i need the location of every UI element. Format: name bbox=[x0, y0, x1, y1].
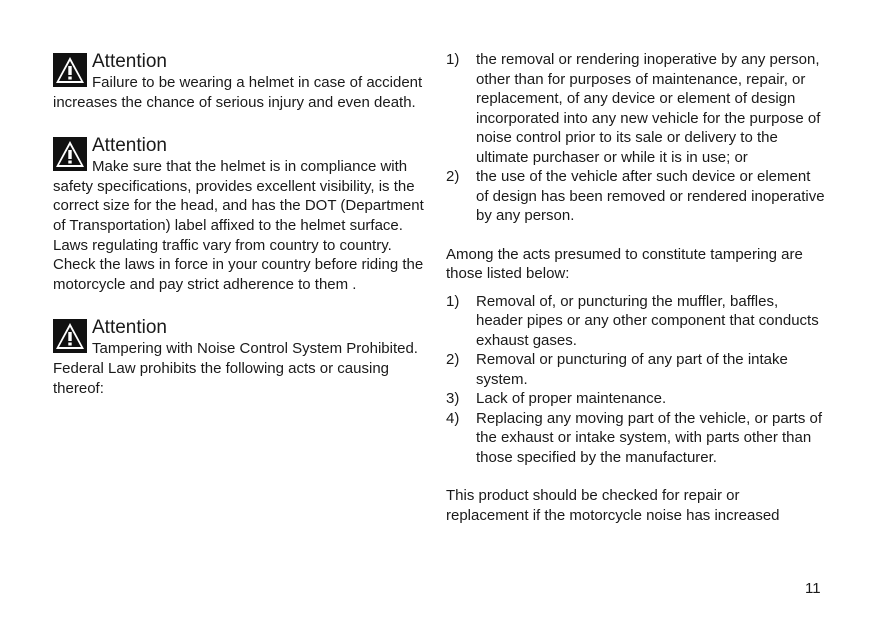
warning-triangle-icon bbox=[53, 319, 87, 353]
warning-title: Attention bbox=[92, 51, 167, 72]
list-text: Lack of proper maintenance. bbox=[476, 390, 667, 407]
tampering-intro: Among the acts presumed to constitute tampering are those listed below: bbox=[446, 245, 803, 282]
warning-triangle-icon bbox=[53, 53, 87, 87]
noise-control-warning bbox=[53, 316, 431, 398]
page-number: 11 bbox=[805, 580, 821, 597]
list-number: 2) bbox=[446, 168, 460, 185]
list-number: 4) bbox=[446, 409, 460, 427]
warning-title: Attention bbox=[92, 317, 167, 339]
closing-paragraph: This product should be checked for repair or replacement if the motorcycle noise has increased bbox=[446, 487, 780, 524]
warning-text: Tampering with Noise Control System Prohibited. Federal Law prohibits the following acts or causing thereof: bbox=[53, 340, 418, 397]
list-text: Removal or puncturing of any part of the intake system. bbox=[476, 351, 788, 388]
tampering-acts-list bbox=[446, 292, 826, 468]
warning-triangle-icon bbox=[53, 137, 87, 171]
list-text: the removal or rendering inoperative by any person, other than for purposes of maintenance, repair, or replacement, of any device or element of design incorporated into any new vehicle for the purpose of noise control prior to its sale or delivery to the ultimate purchaser or while it is in use; or bbox=[476, 51, 821, 166]
list-item bbox=[446, 292, 826, 351]
warning-text: Failure to be wearing a helmet in case of accident increases the chance of serious injury and even death. bbox=[53, 74, 423, 111]
list-number: 1) bbox=[446, 51, 460, 68]
list-item bbox=[446, 167, 826, 226]
list-text: Replacing any moving part of the vehicle, or parts of the exhaust or intake system, with parts other than those specified by the manufacturer. bbox=[476, 409, 823, 466]
warning-text: Make sure that the helmet is in compliance with safety specifications, provides excellent visibility, is the correct size for the head, and has the DOT (Department of Transportation) label affixed to the helmet surface. Laws regulating traffic vary from country to country. Check the laws in force in your country before riding the motorcycle and pay strict adherence to them . bbox=[53, 158, 424, 293]
right-column bbox=[446, 50, 826, 525]
list-item bbox=[446, 350, 826, 389]
list-item bbox=[446, 409, 826, 468]
helmet-compliance-warning bbox=[53, 134, 431, 294]
list-item bbox=[446, 389, 826, 409]
left-column bbox=[53, 50, 431, 420]
list-text: the use of the vehicle after such device or element of design has been removed or rendered inoperative by any person. bbox=[476, 168, 825, 224]
list-number: 2) bbox=[446, 351, 460, 368]
list-item bbox=[446, 50, 826, 167]
list-number: 3) bbox=[446, 390, 460, 407]
list-text: Removal of, or puncturing the muffler, baffles, header pipes or any other component that conducts exhaust gases. bbox=[476, 292, 819, 349]
prohibited-acts-list bbox=[446, 50, 826, 226]
list-number: 1) bbox=[446, 292, 460, 310]
helmet-warning bbox=[53, 50, 431, 112]
warning-title: Attention bbox=[92, 135, 167, 157]
